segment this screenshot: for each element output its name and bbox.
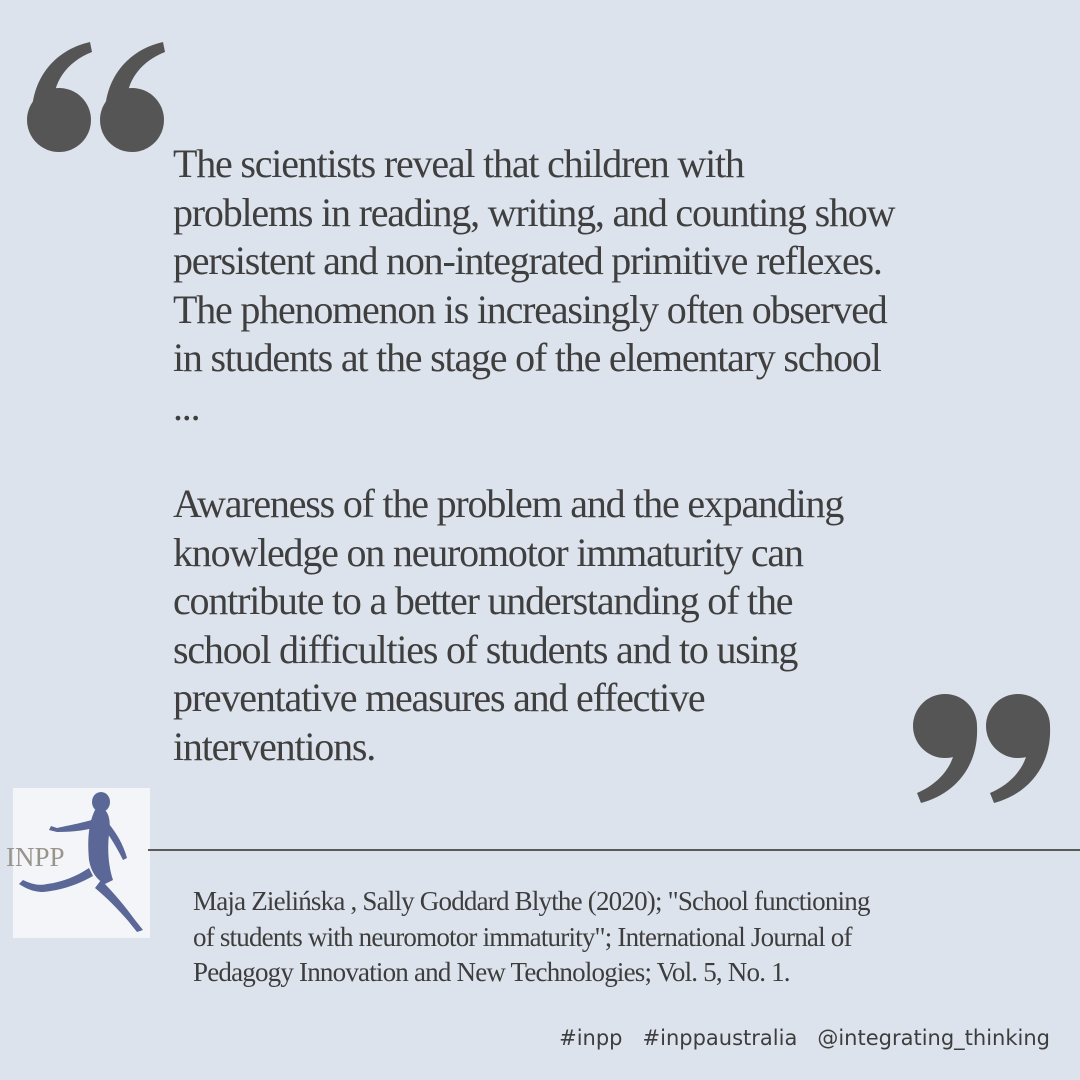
quote-paragraph-2: Awareness of the problem and the expanding knowledge on neuromotor immaturity can contribute to a better understanding of the school difficulties of students and to using preventative measures and effective interventions. [173, 481, 844, 769]
quote-paragraph-1: The scientists reveal that children with problems in reading, writing, and counting show persistent and non-integrated primitive reflexes. The phenomenon is increasingly often observed in students at the stage of the elementary school ... [173, 141, 895, 429]
open-quote-icon [24, 40, 169, 155]
logo-text: INPP [6, 842, 65, 872]
hashtags: #inpp #inppaustralia @integrating_thinking [559, 1026, 1050, 1050]
divider [148, 849, 1080, 851]
citation: Maja Zielińska , Sally Goddard Blythe (2020); "School functioning of students with neuromotor immaturity"; International Journal of Pedagogy Innovation and New Technologies; Vol. 5, No. 1. [193, 886, 870, 987]
close-quote-icon [905, 690, 1055, 805]
quote-body [173, 140, 1053, 771]
